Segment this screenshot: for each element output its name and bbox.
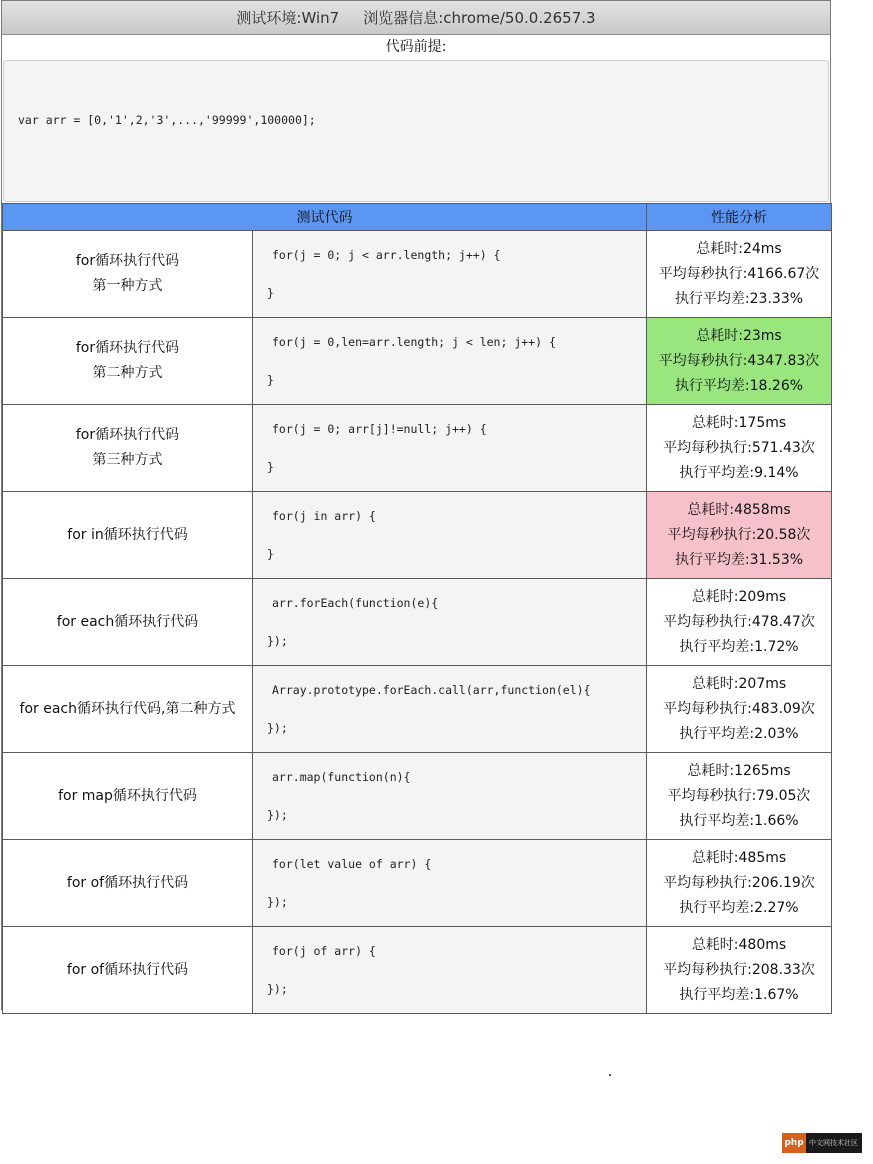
row-name-line1: for each循环执行代码 <box>56 613 199 630</box>
code-line-2: } <box>267 373 274 387</box>
code-line-1: arr.map(function(n){ <box>272 770 411 784</box>
total-time: 总耗时:485ms <box>691 849 787 866</box>
row-performance <box>647 231 832 318</box>
code-line-2: }); <box>267 721 288 735</box>
table-row <box>3 666 832 753</box>
results-table <box>2 203 832 1014</box>
avg-per-second: 平均每秒执行:79.05次 <box>667 787 811 804</box>
row-name-line1: for each循环执行代码,第二种方式 <box>19 700 236 717</box>
row-code <box>253 405 647 492</box>
code-line-1: for(let value of arr) { <box>272 857 432 871</box>
row-performance <box>647 840 832 927</box>
watermark-logo-icon: php <box>782 1133 806 1153</box>
row-code <box>253 840 647 927</box>
row-name <box>3 840 253 927</box>
code-line-1: for(j of arr) { <box>272 944 376 958</box>
code-line-1: for(j = 0; arr[j]!=null; j++) { <box>272 422 487 436</box>
total-time: 总耗时:4858ms <box>687 501 791 518</box>
code-line-1: Array.prototype.forEach.call(arr,function(el){ <box>272 683 591 697</box>
row-name-line2: 第二种方式 <box>92 365 163 381</box>
code-line-1: for(j = 0,len=arr.length; j < len; j++) { <box>272 335 556 349</box>
header-performance: 性能分析 <box>647 204 832 231</box>
benchmark-panel <box>1 0 831 1010</box>
premise-code: var arr = [0,'1',2,'3',...,'99999',100000]; <box>18 113 316 127</box>
code-line-1: for(j = 0; j < arr.length; j++) { <box>272 248 501 262</box>
row-code <box>253 231 647 318</box>
environment-header <box>2 1 830 35</box>
premise-code-block <box>3 60 829 202</box>
row-code <box>253 579 647 666</box>
row-code <box>253 318 647 405</box>
avg-per-second: 平均每秒执行:4347.83次 <box>658 352 820 369</box>
row-name-line2: 第三种方式 <box>92 452 163 468</box>
row-code <box>253 666 647 753</box>
code-line-1: arr.forEach(function(e){ <box>272 596 439 610</box>
total-time: 总耗时:175ms <box>691 414 787 431</box>
row-name <box>3 405 253 492</box>
table-row <box>3 579 832 666</box>
total-time: 总耗时:480ms <box>691 936 787 953</box>
row-performance <box>647 405 832 492</box>
row-performance <box>647 753 832 840</box>
environment-label: 测试环境:Win7 <box>236 9 340 27</box>
avg-per-second: 平均每秒执行:483.09次 <box>663 700 815 717</box>
row-performance <box>647 579 832 666</box>
row-name-line1: for in循环执行代码 <box>67 526 188 543</box>
avg-diff: 执行平均差:2.27% <box>679 899 799 916</box>
row-name <box>3 318 253 405</box>
avg-diff: 执行平均差:2.03% <box>679 725 799 742</box>
code-line-2: }); <box>267 634 288 648</box>
row-code <box>253 753 647 840</box>
avg-diff: 执行平均差:9.14% <box>679 464 799 481</box>
row-name <box>3 666 253 753</box>
avg-per-second: 平均每秒执行:571.43次 <box>663 439 815 456</box>
code-line-2: } <box>267 460 274 474</box>
avg-per-second: 平均每秒执行:478.47次 <box>663 613 815 630</box>
table-row <box>3 405 832 492</box>
code-line-2: }); <box>267 895 288 909</box>
total-time: 总耗时:24ms <box>696 240 782 257</box>
avg-diff: 执行平均差:23.33% <box>674 290 804 307</box>
table-row <box>3 492 832 579</box>
code-line-2: } <box>267 547 274 561</box>
row-name-line1: for循环执行代码 <box>75 427 180 443</box>
total-time: 总耗时:23ms <box>696 327 782 344</box>
premise-label: 代码前提: <box>385 39 447 55</box>
watermark-text: 中文网技术社区 <box>809 1139 858 1147</box>
avg-per-second: 平均每秒执行:4166.67次 <box>658 265 820 282</box>
code-line-2: }); <box>267 982 288 996</box>
table-row <box>3 231 832 318</box>
code-line-2: }); <box>267 808 288 822</box>
avg-diff: 执行平均差:1.66% <box>679 812 799 829</box>
row-code <box>253 927 647 1014</box>
row-name <box>3 231 253 318</box>
code-line-2: } <box>267 286 274 300</box>
row-name-line1: for map循环执行代码 <box>58 787 197 804</box>
header-test-code: 测试代码 <box>3 204 647 231</box>
row-name-line2: 第一种方式 <box>92 278 163 294</box>
avg-diff: 执行平均差:1.67% <box>679 986 799 1003</box>
row-performance <box>647 666 832 753</box>
avg-diff: 执行平均差:18.26% <box>674 377 804 394</box>
avg-per-second: 平均每秒执行:206.19次 <box>663 874 815 891</box>
stray-dot <box>609 1074 611 1076</box>
row-name-line1: for循环执行代码 <box>75 253 180 269</box>
row-performance <box>647 927 832 1014</box>
row-performance-best <box>647 318 832 405</box>
row-performance-worst <box>647 492 832 579</box>
avg-per-second: 平均每秒执行:20.58次 <box>667 526 811 543</box>
avg-per-second: 平均每秒执行:208.33次 <box>663 961 815 978</box>
avg-diff: 执行平均差:31.53% <box>674 551 804 568</box>
table-header-row <box>3 204 832 231</box>
total-time: 总耗时:207ms <box>691 675 787 692</box>
avg-diff: 执行平均差:1.72% <box>679 638 799 655</box>
code-line-1: for(j in arr) { <box>272 509 376 523</box>
table-row <box>3 753 832 840</box>
row-name <box>3 579 253 666</box>
browser-info-label: 浏览器信息:chrome/50.0.2657.3 <box>363 9 596 27</box>
row-name <box>3 492 253 579</box>
row-name-line1: for of循环执行代码 <box>66 961 189 978</box>
row-code <box>253 492 647 579</box>
row-name <box>3 753 253 840</box>
row-name-line1: for循环执行代码 <box>75 340 180 356</box>
table-row <box>3 927 832 1014</box>
table-row <box>3 318 832 405</box>
watermark <box>782 1133 862 1153</box>
total-time: 总耗时:209ms <box>691 588 787 605</box>
table-row <box>3 840 832 927</box>
total-time: 总耗时:1265ms <box>687 762 791 779</box>
row-name-line1: for of循环执行代码 <box>66 874 189 891</box>
row-name <box>3 927 253 1014</box>
